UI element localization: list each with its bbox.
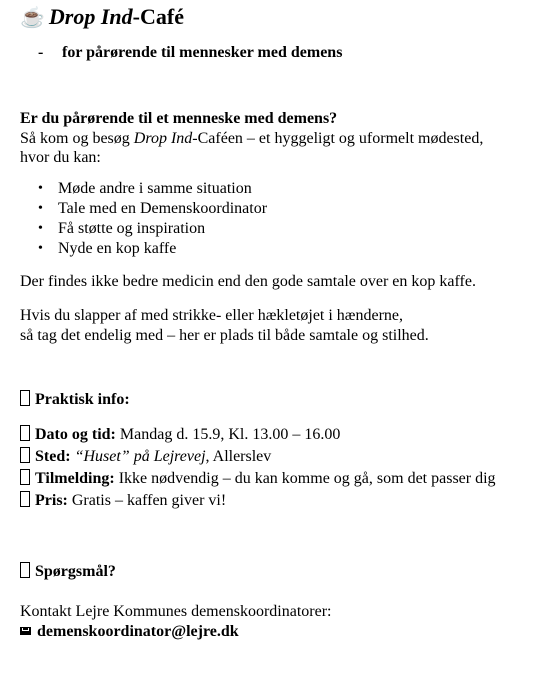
bullet-icon: • bbox=[38, 221, 43, 236]
place-label: Sted: bbox=[35, 448, 71, 465]
list-item bbox=[38, 179, 540, 199]
missing-glyph-icon bbox=[20, 562, 30, 578]
price-label: Pris: bbox=[35, 492, 68, 509]
coffee-cup-icon: ☕ bbox=[20, 7, 45, 29]
knitting-line2: så tag det endelig med – her er plads til både samtale og stilhed. bbox=[20, 327, 429, 344]
benefit-list bbox=[20, 179, 540, 259]
intro-line2: hvor du kan: bbox=[20, 149, 101, 166]
place-line bbox=[20, 446, 540, 468]
questions-heading bbox=[20, 562, 540, 582]
list-item bbox=[38, 219, 540, 239]
place-rest: , Allerslev bbox=[205, 448, 272, 465]
practical-info bbox=[20, 424, 540, 512]
date-value: Mandag d. 15.9, Kl. 13.00 – 16.00 bbox=[115, 426, 341, 443]
signup-label: Tilmelding: bbox=[35, 470, 115, 487]
price-value: Gratis – kaffen giver vi! bbox=[67, 492, 227, 509]
email-link[interactable]: demenskoordinator@lejre.dk bbox=[37, 623, 239, 640]
envelope-icon bbox=[20, 627, 31, 635]
intro-line1-pre: Så kom og besøg bbox=[20, 130, 134, 147]
title-rest: -Café bbox=[132, 4, 184, 29]
bullet-icon: • bbox=[38, 201, 43, 216]
intro-line1-italic: Drop Ind bbox=[133, 130, 193, 147]
price-line bbox=[20, 490, 540, 512]
bullet-icon: • bbox=[38, 241, 43, 256]
bullet-icon: • bbox=[38, 181, 43, 196]
list-item-text: Nyde en kop kaffe bbox=[58, 240, 177, 257]
practical-heading-text: Praktisk info: bbox=[35, 391, 130, 408]
signup-value: Ikke nødvendig – du kan komme og gå, som det passer dig bbox=[114, 470, 496, 487]
page-title bbox=[20, 4, 540, 31]
intro-line1-post: -Caféen – et hyggeligt og uformelt mødested, bbox=[192, 130, 484, 147]
contact-text: Kontakt Lejre Kommunes demenskoordinatorer: bbox=[20, 603, 332, 620]
date-label: Dato og tid: bbox=[35, 426, 116, 443]
knitting-line1: Hvis du slapper af med strikke- eller hækletøjet i hænderne, bbox=[20, 307, 404, 324]
medicine-text: Der findes ikke bedre medicin end den gode samtale over en kop kaffe. bbox=[20, 273, 476, 290]
knitting-text bbox=[20, 306, 540, 346]
questions-heading-text: Spørgsmål? bbox=[35, 563, 116, 580]
list-item-text: Møde andre i samme situation bbox=[58, 180, 252, 197]
practical-heading bbox=[20, 390, 540, 410]
intro-text bbox=[20, 129, 540, 167]
date-line bbox=[20, 424, 540, 446]
missing-glyph-icon bbox=[20, 390, 30, 406]
title-italic: Drop Ind bbox=[48, 4, 133, 29]
flyer-page bbox=[20, 4, 540, 642]
list-item bbox=[38, 199, 540, 219]
missing-glyph-icon bbox=[20, 491, 30, 507]
place-italic: “Huset” på Lejrevej bbox=[70, 448, 206, 465]
missing-glyph-icon bbox=[20, 469, 30, 485]
signup-line bbox=[20, 468, 540, 490]
missing-glyph-icon bbox=[20, 425, 30, 441]
missing-glyph-icon bbox=[20, 447, 30, 463]
subtitle-text: for pårørende til mennesker med demens bbox=[62, 44, 343, 61]
list-item-text: Få støtte og inspiration bbox=[58, 220, 206, 237]
subtitle bbox=[38, 43, 540, 63]
subtitle-dash: - bbox=[38, 44, 44, 61]
list-item bbox=[38, 239, 540, 259]
intro-question: Er du pårørende til et menneske med demens? bbox=[20, 110, 338, 127]
email-line bbox=[20, 622, 540, 642]
list-item-text: Tale med en Demenskoordinator bbox=[58, 200, 268, 217]
